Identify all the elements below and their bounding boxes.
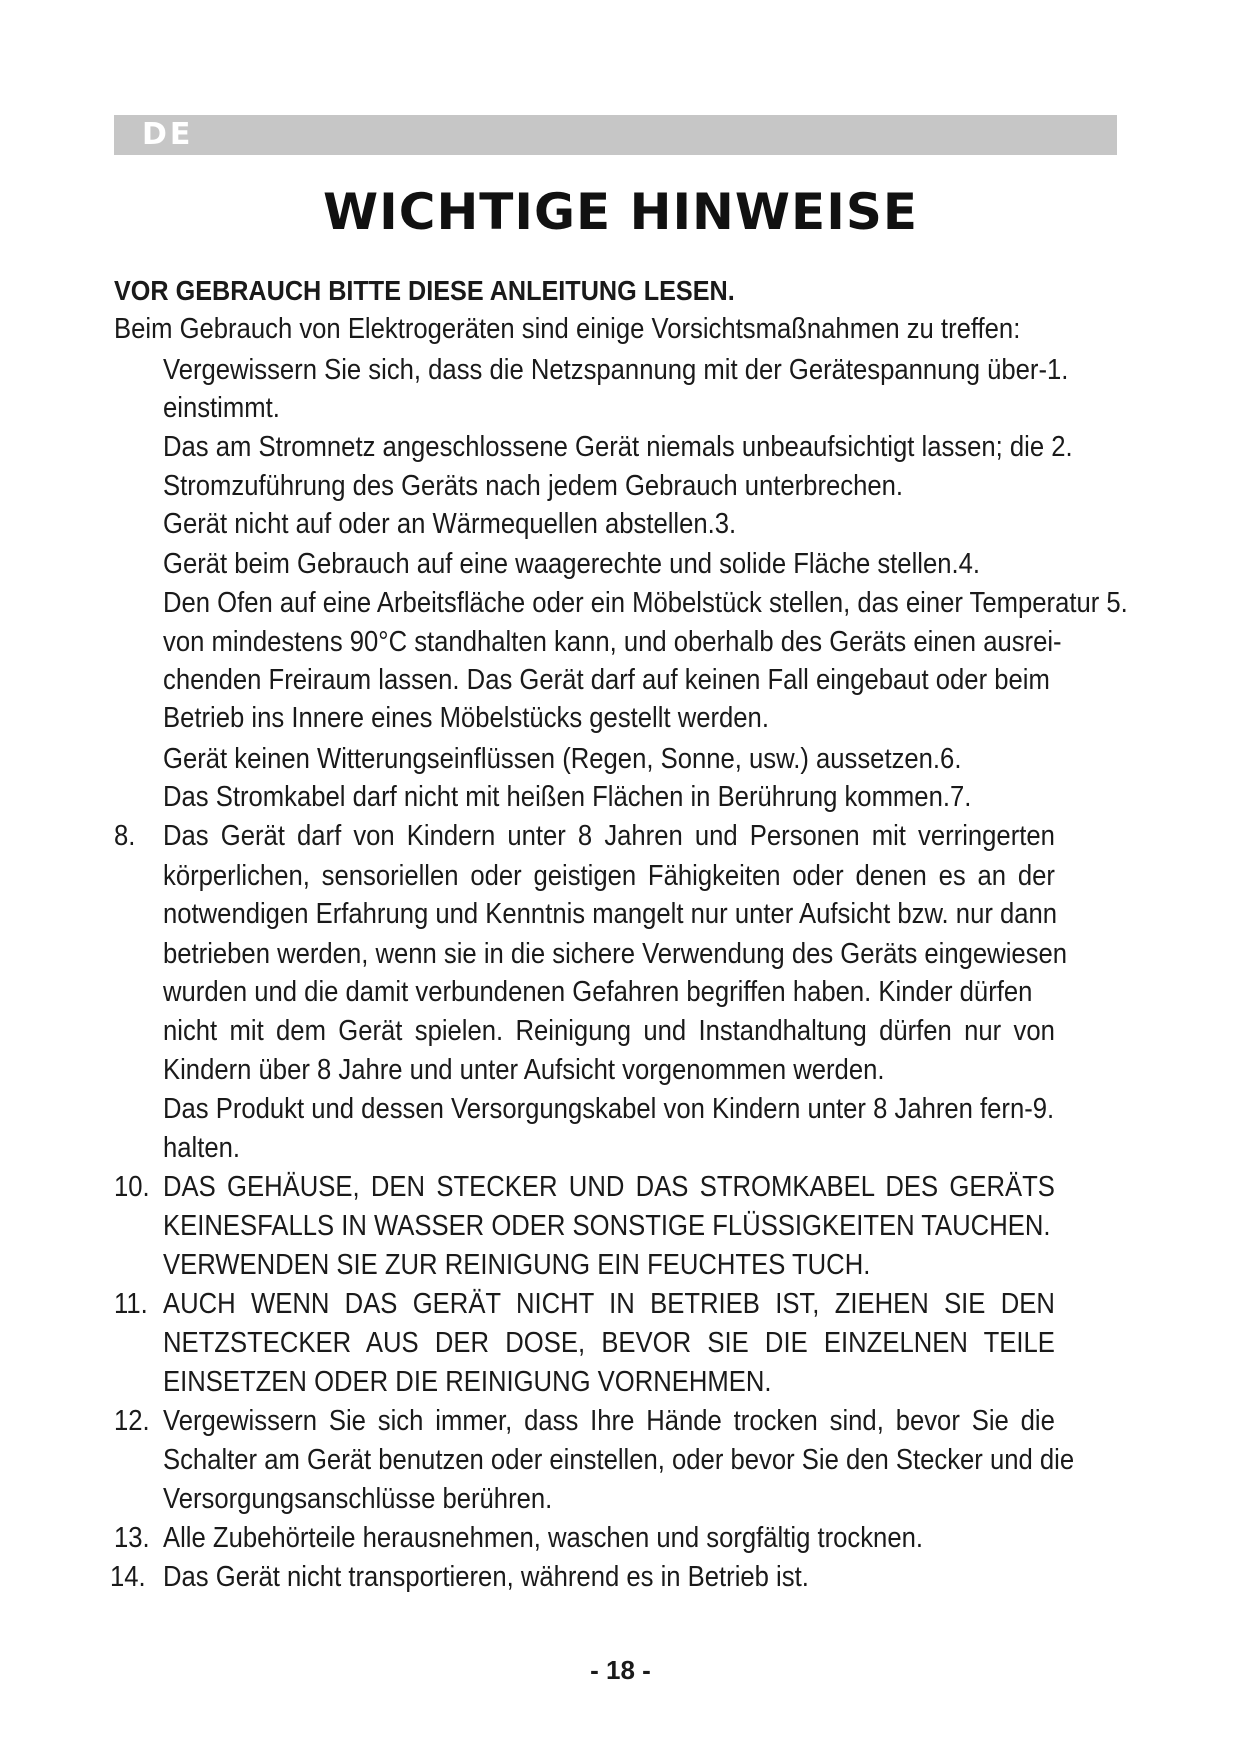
list-item-2-line-2: Stromzuführung des Geräts nach jedem Gebrauch unterbrechen. <box>163 470 903 502</box>
intro-subheading: VOR GEBRAUCH BITTE DIESE ANLEITUNG LESEN. <box>114 275 735 306</box>
list-number-14: 14. <box>110 1561 146 1593</box>
list-item-10-line-3: VERWENDEN SIE ZUR REINIGUNG EIN FEUCHTES TUCH. <box>163 1249 871 1281</box>
list-item-12-line-2: Schalter am Gerät benutzen oder einstellen, oder bevor Sie den Stecker und die <box>163 1444 1075 1476</box>
list-item-8-line-7: Kindern über 8 Jahre und unter Aufsicht vorgenommen werden. <box>163 1054 885 1086</box>
list-item-11-line-3: EINSETZEN ODER DIE REINIGUNG VORNEHMEN. <box>163 1366 772 1398</box>
list-item-4: Gerät beim Gebrauch auf eine waagerechte und solide Fläche stellen.4. <box>163 548 981 580</box>
page-number: - 18 - <box>590 1655 651 1685</box>
list-item-8-line-2: körperlichen, sensoriellen oder geistigen Fähigkeiten oder denen es an der <box>163 860 1055 892</box>
list-item-14: Das Gerät nicht transportieren, während es in Betrieb ist. <box>163 1561 809 1593</box>
list-item-8-line-6: nicht mit dem Gerät spielen. Reinigung und Instandhaltung dürfen nur von <box>163 1015 1055 1047</box>
language-code: DE <box>142 117 194 152</box>
list-item-7: Das Stromkabel darf nicht mit heißen Flächen in Berührung kommen.7. <box>163 781 972 813</box>
list-item-5-line-3: chenden Freiraum lassen. Das Gerät darf auf keinen Fall eingebaut oder beim <box>163 664 1050 696</box>
language-header-bar <box>114 115 1117 155</box>
list-item-9-line-2: halten. <box>163 1132 241 1164</box>
list-item-5-line-4: Betrieb ins Innere eines Möbelstücks gestellt werden. <box>163 702 769 734</box>
list-item-12-line-1: Vergewissern Sie sich immer, dass Ihre Hände trocken sind, bevor Sie die <box>163 1405 1055 1437</box>
list-item-10-line-2: KEINESFALLS IN WASSER ODER SONSTIGE FLÜSSIGKEITEN TAUCHEN. <box>163 1210 1051 1242</box>
list-item-5-line-1: Den Ofen auf eine Arbeitsfläche oder ein Möbelstück stellen, das einer Temperatur 5. <box>163 587 1128 619</box>
list-item-11-line-1: AUCH WENN DAS GERÄT NICHT IN BETRIEB IST, ZIEHEN SIE DEN <box>163 1288 1055 1320</box>
list-item-5-line-2: von mindestens 90°C standhalten kann, und oberhalb des Geräts einen ausrei- <box>163 626 1062 658</box>
list-number-12: 12. <box>114 1405 150 1437</box>
list-item-10-line-1: DAS GEHÄUSE, DEN STECKER UND DAS STROMKABEL DES GERÄTS <box>163 1171 1055 1203</box>
list-item-13: Alle Zubehörteile herausnehmen, waschen und sorgfältig trocknen. <box>163 1522 923 1554</box>
list-item-8-line-4: betrieben werden, wenn sie in die sichere Verwendung des Geräts eingewiesen <box>163 938 1068 970</box>
list-item-1-line-1: Vergewissern Sie sich, dass die Netzspannung mit der Gerätespannung über-1. <box>163 354 1069 386</box>
list-item-12-line-3: Versorgungsanschlüsse berühren. <box>163 1483 553 1515</box>
list-item-8-line-3: notwendigen Erfahrung und Kenntnis mangelt nur unter Aufsicht bzw. nur dann <box>163 898 1058 930</box>
list-number-11: 11. <box>114 1288 148 1320</box>
intro-lead: Beim Gebrauch von Elektrogeräten sind einige Vorsichtsmaßnahmen zu treffen: <box>114 313 1021 345</box>
list-item-8-line-1: Das Gerät darf von Kindern unter 8 Jahren und Personen mit verringerten <box>163 820 1055 852</box>
list-item-11-line-2: NETZSTECKER AUS DER DOSE, BEVOR SIE DIE EINZELNEN TEILE <box>163 1327 1055 1359</box>
page-title: WICHTIGE HINWEISE <box>323 183 918 241</box>
list-item-1-line-2: einstimmt. <box>163 392 280 424</box>
list-item-9-line-1: Das Produkt und dessen Versorgungskabel von Kindern unter 8 Jahren fern-9. <box>163 1093 1055 1125</box>
list-item-8-line-5: wurden und die damit verbundenen Gefahren begriffen haben. Kinder dürfen <box>163 976 1033 1008</box>
list-number-10: 10. <box>114 1171 150 1203</box>
list-item-6: Gerät keinen Witterungseinflüssen (Regen, Sonne, usw.) aussetzen.6. <box>163 743 962 775</box>
list-number-13: 13. <box>114 1522 150 1554</box>
list-item-2-line-1: Das am Stromnetz angeschlossene Gerät niemals unbeaufsichtigt lassen; die 2. <box>163 431 1073 463</box>
list-number-8: 8. <box>114 820 136 852</box>
list-item-3: Gerät nicht auf oder an Wärmequellen abstellen.3. <box>163 508 737 540</box>
